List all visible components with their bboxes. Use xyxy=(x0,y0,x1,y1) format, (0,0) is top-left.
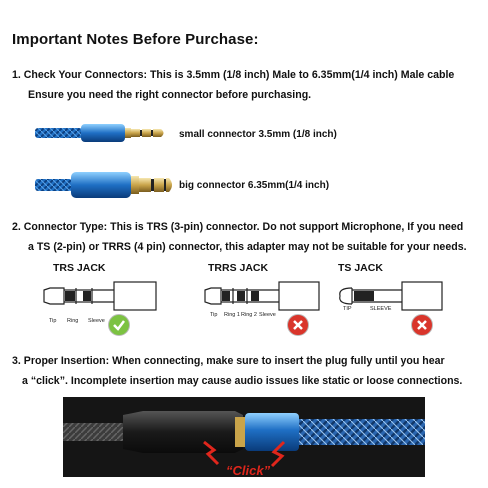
big-connector-label: big connector 6.35mm(1/4 inch) xyxy=(179,180,330,191)
trs-jack-title: TRS JACK xyxy=(53,262,106,274)
ts-jack-title: TS JACK xyxy=(338,262,383,274)
section3-line2: a “click”. Incomplete insertion may cause audio issues like static or loose connections. xyxy=(22,375,463,387)
section1-line1: 1. Check Your Connectors: This is 3.5mm (1/8 inch) Male to 6.35mm(1/4 inch) Male cable xyxy=(12,69,455,81)
small-connector-label: small connector 3.5mm (1/8 inch) xyxy=(179,129,337,140)
check-icon xyxy=(108,314,130,336)
ts-part-tip: TIP xyxy=(343,306,352,312)
trrs-jack-title: TRRS JACK xyxy=(208,262,269,274)
trrs-part-tip: Tip xyxy=(210,312,218,318)
section1-line2: Ensure you need the right connector before purchasing. xyxy=(28,89,312,101)
trs-part-tip: Tip xyxy=(49,318,57,324)
trs-part-sleeve: Sleeve xyxy=(88,318,105,324)
ts-part-sleeve: SLEEVE xyxy=(370,306,392,312)
trs-part-ring: Ring xyxy=(67,318,79,324)
trs-jack-diagram xyxy=(34,276,164,316)
cross-icon xyxy=(411,314,433,336)
section2-line1: 2. Connector Type: This is TRS (3-pin) connector. Do not support Microphone, If you need xyxy=(12,221,464,233)
page-title: Important Notes Before Purchase: xyxy=(12,31,259,48)
section2-line2: a TS (2-pin) or TRRS (4 pin) connector, this adapter may not be suitable for your needs. xyxy=(28,241,467,253)
click-label: “Click” xyxy=(226,463,271,478)
trrs-jack-diagram xyxy=(197,276,327,316)
section3-line1: 3. Proper Insertion: When connecting, make sure to insert the plug fully until you hear xyxy=(12,355,445,367)
big-connector-image xyxy=(35,168,175,202)
trrs-part-ring2: Ring 2 xyxy=(241,312,257,318)
cross-icon xyxy=(287,314,309,336)
trrs-part-sleeve: Sleeve xyxy=(259,312,276,318)
small-connector-image xyxy=(35,119,167,147)
trrs-part-ring1: Ring 1 xyxy=(224,312,240,318)
